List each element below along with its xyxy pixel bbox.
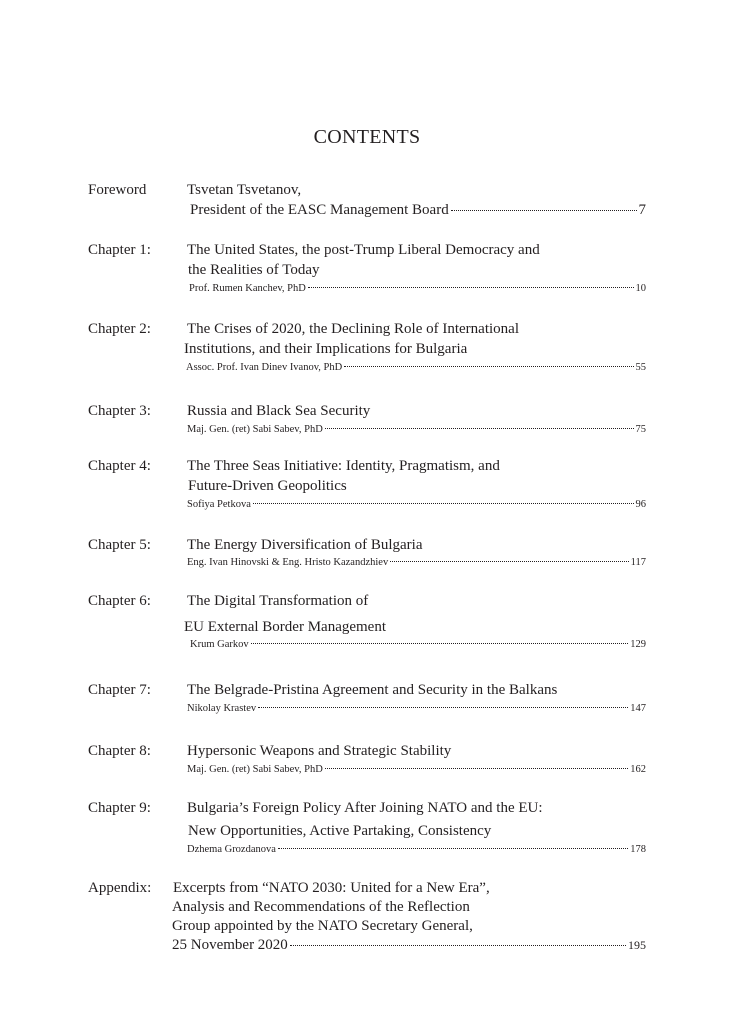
entry-author-row [187, 843, 646, 857]
entry-page-number: 117 [630, 557, 646, 568]
entry-label: Chapter 1: [88, 242, 151, 258]
entry-author-row [190, 200, 646, 220]
entry-page-number: 147 [630, 703, 646, 714]
entry-title-line: Institutions, and their Implications for Bulgaria [184, 341, 468, 357]
entry-title-line: Analysis and Recommendations of the Reflection [172, 899, 470, 915]
entry-author-row [186, 361, 646, 375]
toc-entry-chapter-4[interactable] [88, 456, 646, 518]
entry-author: Krum Garkov [190, 639, 249, 650]
entry-title-line: Hypersonic Weapons and Strategic Stability [187, 743, 452, 759]
entry-label: Chapter 5: [88, 537, 151, 553]
entry-title-line: Tsvetan Tsvetanov, [187, 182, 302, 198]
entry-author-row [187, 498, 646, 512]
dot-leader [325, 428, 634, 429]
entry-author: Maj. Gen. (ret) Sabi Sabev, PhD [187, 764, 323, 775]
entry-title-line: The Belgrade-Pristina Agreement and Security in the Balkans [187, 682, 558, 698]
entry-page-number: 7 [638, 202, 646, 218]
entry-author: Prof. Rumen Kanchev, PhD [189, 283, 306, 294]
entry-title-line: EU External Border Management [184, 619, 387, 635]
dot-leader [451, 210, 637, 211]
entry-page-number: 129 [630, 639, 646, 650]
entry-page-number: 178 [630, 844, 646, 855]
dot-leader [344, 366, 633, 367]
dot-leader [251, 643, 629, 644]
entry-title-line: Group appointed by the NATO Secretary General, [172, 918, 473, 934]
entry-author-row [187, 556, 646, 570]
entry-author: President of the EASC Management Board [190, 202, 449, 218]
entry-label: Appendix: [88, 880, 152, 896]
toc-entry-chapter-2[interactable] [88, 319, 646, 381]
entry-page-number: 10 [635, 283, 646, 294]
entry-author: Dzhema Grozdanova [187, 844, 276, 855]
toc-entry-chapter-9[interactable] [88, 798, 646, 862]
dot-leader [278, 848, 628, 849]
toc-entry-chapter-3[interactable] [88, 401, 646, 441]
entry-label: Chapter 4: [88, 458, 151, 474]
entry-author: Nikolay Krastev [187, 703, 257, 714]
entry-title-line: Excerpts from “NATO 2030: United for a New Era”, [173, 880, 490, 896]
dot-leader [325, 768, 628, 769]
toc-entry-chapter-1[interactable] [88, 240, 646, 302]
entry-page-number: 55 [635, 362, 646, 373]
entry-author: 25 November 2020 [172, 937, 288, 953]
entry-label: Chapter 2: [88, 321, 151, 337]
entry-label: Chapter 8: [88, 743, 151, 759]
entry-title-line: The Three Seas Initiative: Identity, Pragmatism, and [187, 458, 500, 474]
dot-leader [253, 503, 634, 504]
dot-leader [258, 707, 628, 708]
entry-title-line: the Realities of Today [188, 262, 320, 278]
entry-page-number: 75 [635, 424, 646, 435]
entry-author-row [187, 763, 646, 777]
dot-leader [390, 561, 628, 562]
entry-title-line: The Digital Transformation of [187, 593, 369, 609]
entry-label: Chapter 9: [88, 800, 151, 816]
entry-label: Chapter 6: [88, 593, 151, 609]
entry-title-line: Bulgaria’s Foreign Policy After Joining NATO and the EU: [187, 800, 543, 816]
entry-page-number: 162 [630, 764, 646, 775]
toc-entry-chapter-6[interactable] [88, 591, 646, 657]
toc-entry-chapter-8[interactable] [88, 741, 646, 781]
toc-entry-appendix[interactable] [88, 878, 646, 960]
dot-leader [308, 287, 634, 288]
entry-title-line: Russia and Black Sea Security [187, 403, 371, 419]
entry-author: Eng. Ivan Hinovski & Eng. Hristo Kazandzhiev [187, 557, 389, 568]
entry-author-row [172, 935, 646, 955]
entry-title-line: The Energy Diversification of Bulgaria [187, 537, 423, 553]
entry-label: Chapter 3: [88, 403, 151, 419]
entry-label: Foreword [88, 182, 147, 198]
entry-author: Maj. Gen. (ret) Sabi Sabev, PhD [187, 424, 323, 435]
page-title: CONTENTS [313, 126, 421, 148]
toc-entry-foreword[interactable] [88, 180, 646, 224]
entry-label: Chapter 7: [88, 682, 151, 698]
entry-title-line: Future-Driven Geopolitics [188, 478, 347, 494]
entry-author-row [189, 282, 646, 296]
toc-entry-chapter-7[interactable] [88, 680, 646, 720]
entry-author-row [190, 638, 646, 652]
entry-page-number: 96 [635, 499, 646, 510]
dot-leader [290, 945, 626, 946]
entry-author: Assoc. Prof. Ivan Dinev Ivanov, PhD [186, 362, 343, 373]
entry-author-row [187, 702, 646, 716]
entry-author: Sofiya Petkova [187, 499, 251, 510]
entry-title-line: The Crises of 2020, the Declining Role of International [187, 321, 519, 337]
entry-title-line: New Opportunities, Active Partaking, Consistency [188, 823, 492, 839]
entry-page-number: 195 [628, 938, 646, 952]
entry-author-row [187, 423, 646, 437]
toc-entry-chapter-5[interactable] [88, 535, 646, 575]
entry-title-line: The United States, the post-Trump Liberal Democracy and [187, 242, 540, 258]
